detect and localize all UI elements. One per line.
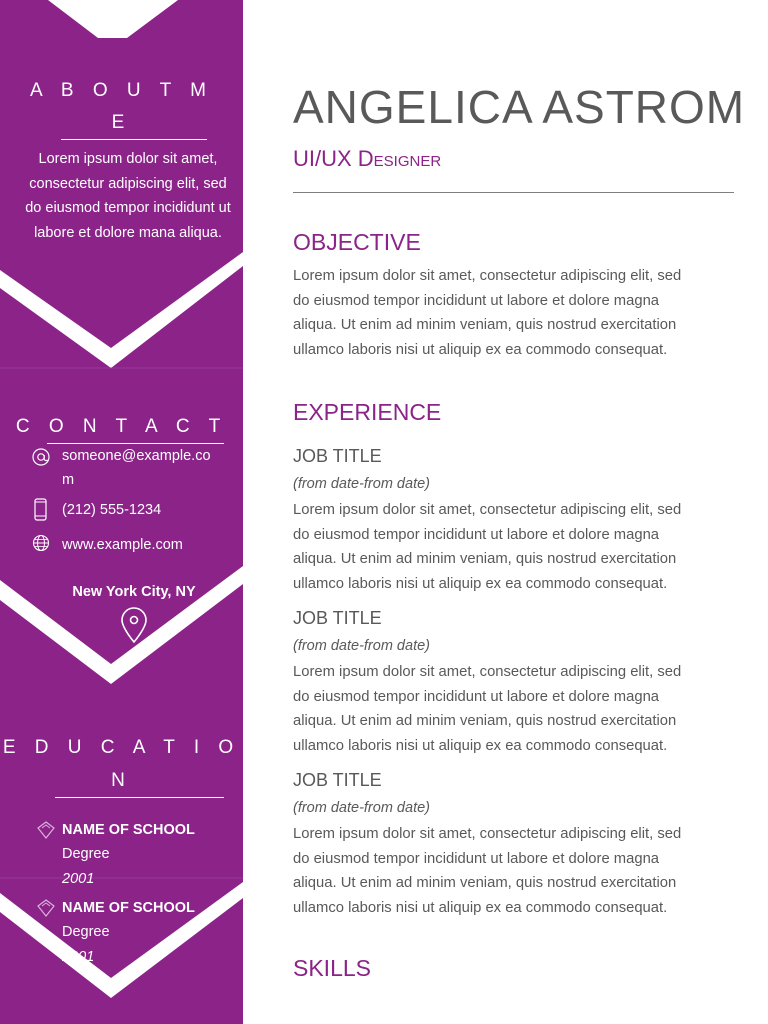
email-line2: m	[62, 472, 75, 488]
job-dates: (from date-from date)	[293, 800, 430, 816]
job-dates: (from date-from date)	[293, 476, 430, 492]
graduation-cap-icon	[36, 820, 56, 840]
education-heading: E D U C A T I O	[2, 737, 241, 758]
contact-heading: C O N T A C T	[15, 416, 228, 437]
objective-heading: OBJECTIVE	[293, 229, 421, 255]
phone-icon	[30, 498, 52, 522]
job-line: do eiusmod tempor incididunt ut labore et dolore magna	[293, 688, 660, 705]
experience-heading: EXPERIENCE	[293, 399, 442, 425]
job-line: do eiusmod tempor incididunt ut labore et dolore magna	[293, 850, 660, 867]
job-line: Lorem ipsum dolor sit amet, consectetur adipiscing elit, sed	[293, 664, 682, 680]
job-title: JOB TITLE	[293, 608, 382, 628]
candidate-role: UI/UX Designer	[293, 146, 442, 171]
job-line: aliqua. Ut enim ad minim veniam, quis nostrud exercitation	[293, 713, 677, 729]
objective-text	[293, 264, 743, 362]
skills-heading: SKILLS	[293, 955, 371, 981]
job-line: do eiusmod tempor incididunt ut labore et dolore magna	[293, 526, 660, 543]
city-label: New York City, NY	[72, 584, 196, 600]
job-line: aliqua. Ut enim ad minim veniam, quis nostrud exercitation	[293, 875, 677, 891]
objective-line: Lorem ipsum dolor sit amet, consectetur adipiscing elit, sed	[293, 268, 682, 284]
about-divider	[61, 139, 207, 140]
job-description	[293, 822, 743, 920]
about-heading-wrap: E	[111, 112, 132, 133]
job-line: ullamco laboris nisi ut aliquip ex ea commodo consequat.	[293, 899, 668, 916]
about-heading: A B O U T M	[30, 80, 213, 101]
education-heading-wrap: N	[111, 770, 132, 791]
job-line: ullamco laboris nisi ut aliquip ex ea commodo consequat.	[293, 575, 668, 592]
school-degree: Degree	[62, 924, 110, 940]
objective-line: aliqua. Ut enim ad minim veniam, quis nostrud exercitation	[293, 317, 677, 333]
education-divider	[55, 797, 224, 798]
objective-line: ullamco laboris nisi ut aliquip ex ea commodo consequat.	[293, 341, 668, 358]
objective-line: do eiusmod tempor incididunt ut labore et dolore magna	[293, 292, 660, 309]
school-year: 2001	[62, 871, 95, 887]
job-dates: (from date-from date)	[293, 638, 430, 654]
location-pin-icon	[119, 606, 149, 644]
job-line: Lorem ipsum dolor sit amet, consectetur adipiscing elit, sed	[293, 826, 682, 842]
job-line: aliqua. Ut enim ad minim veniam, quis nostrud exercitation	[293, 551, 677, 567]
at-sign-icon	[30, 444, 52, 468]
job-description	[293, 660, 743, 758]
job-description	[293, 498, 743, 596]
sidebar	[0, 0, 243, 1024]
header-divider	[293, 192, 734, 193]
school-year: 2001	[62, 949, 95, 965]
candidate-name: ANGELICA ASTROM	[293, 81, 746, 133]
email-line1: someone@example.co	[62, 448, 211, 464]
about-text: Lorem ipsum dolor sit amet, consectetur adipiscing elit, sed do eiusmod tempor incididunt ut labore et dolore mana aliqua.	[25, 151, 231, 241]
graduation-cap-icon	[36, 898, 56, 918]
job-line: Lorem ipsum dolor sit amet, consectetur adipiscing elit, sed	[293, 502, 682, 518]
globe-icon	[30, 533, 52, 557]
job-title: JOB TITLE	[293, 770, 382, 790]
school-name: NAME OF SCHOOL	[62, 822, 195, 838]
phone-number: (212) 555-1234	[62, 502, 162, 518]
school-degree: Degree	[62, 846, 110, 862]
job-title: JOB TITLE	[293, 446, 382, 466]
website-url: www.example.com	[62, 537, 183, 553]
school-name: NAME OF SCHOOL	[62, 900, 195, 916]
job-line: ullamco laboris nisi ut aliquip ex ea commodo consequat.	[293, 737, 668, 754]
